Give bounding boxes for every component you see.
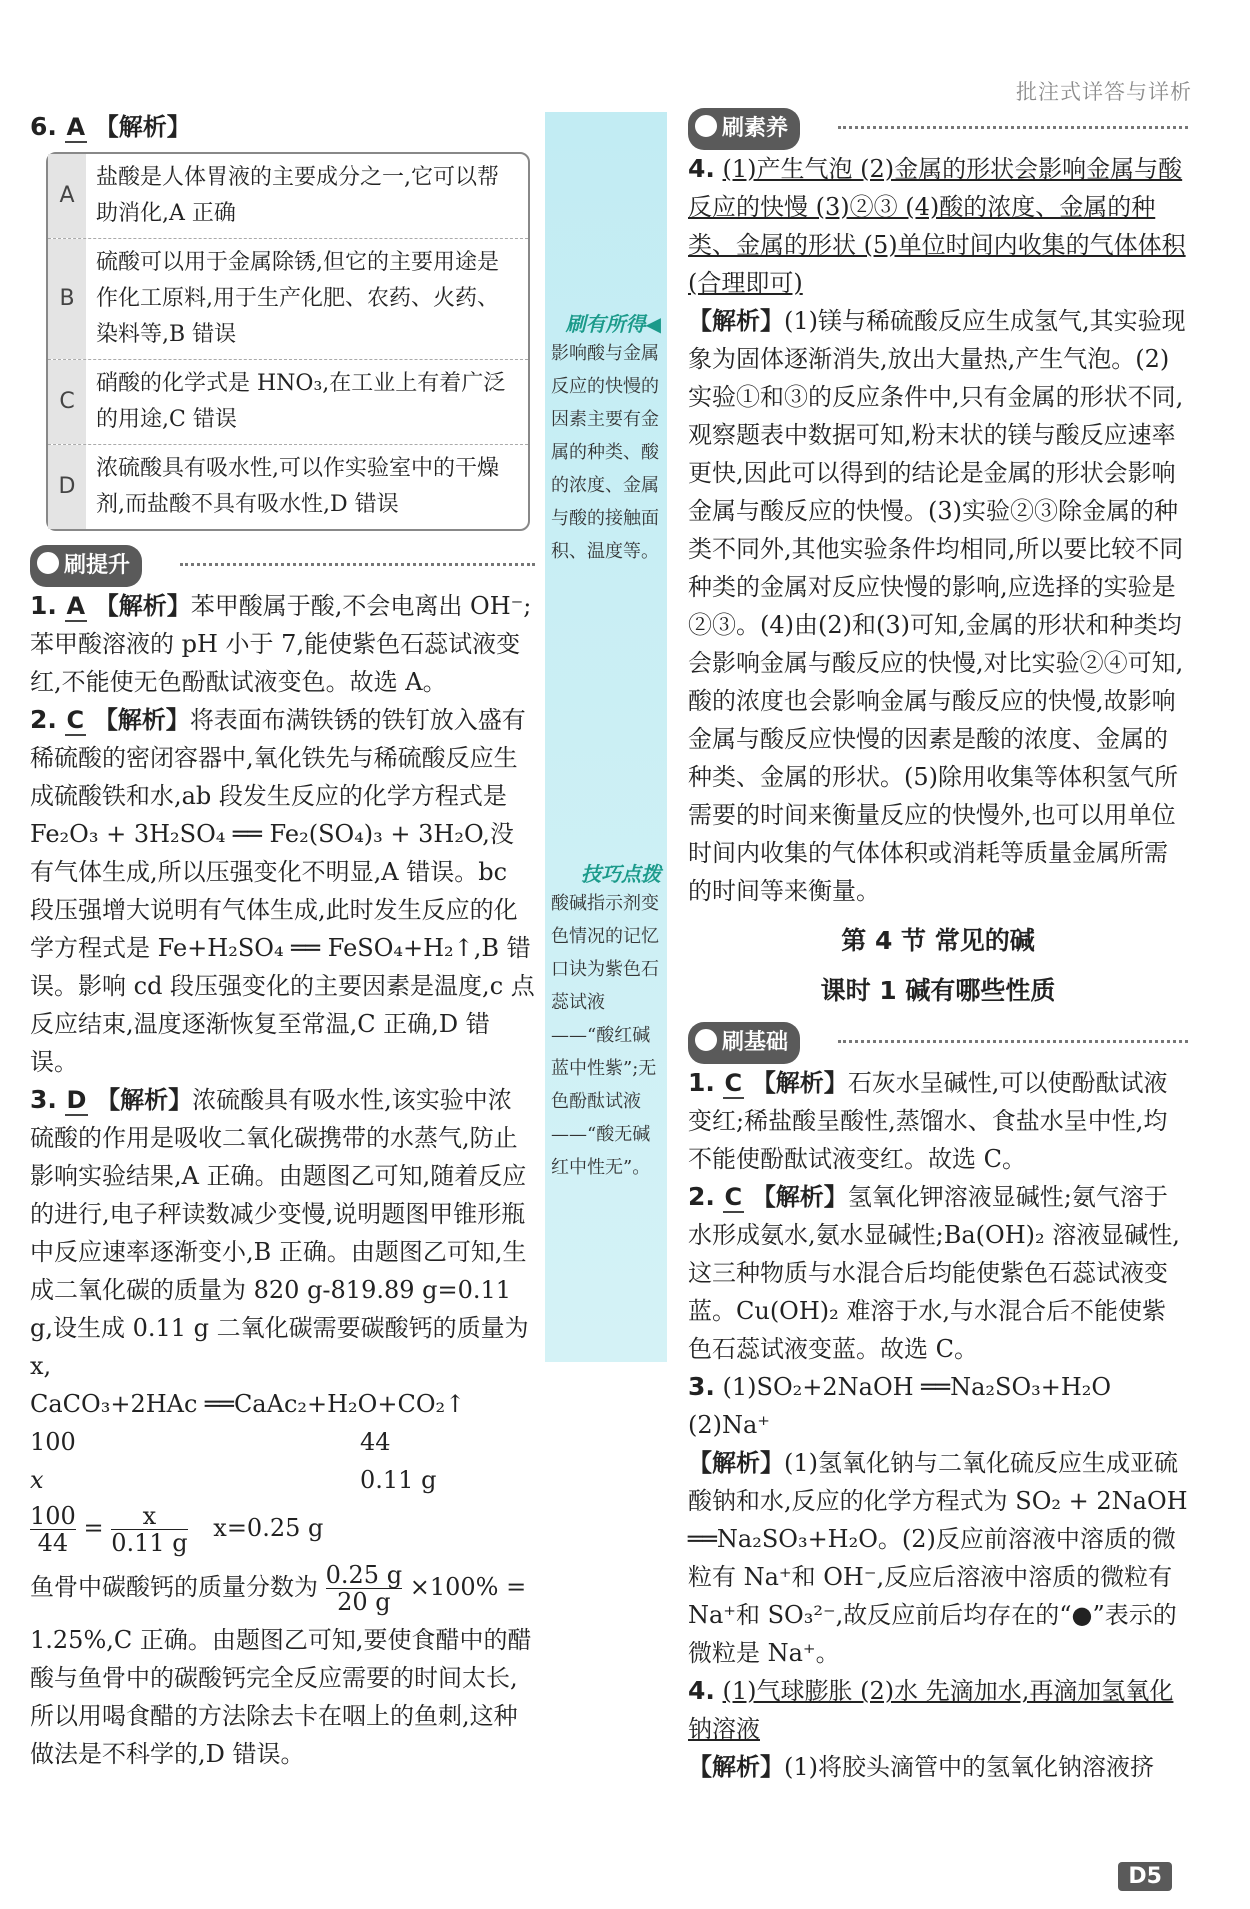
section-header-tisheng bbox=[30, 545, 535, 581]
fraction-numerator: 100 bbox=[30, 1502, 76, 1530]
q1-number: 1. bbox=[30, 591, 57, 620]
dotted-divider bbox=[838, 1040, 1188, 1043]
b3-tag: 【解析】 bbox=[688, 1449, 784, 1477]
section-header-suyang bbox=[688, 108, 1188, 144]
q6-options-table bbox=[46, 152, 530, 531]
q3-ratio-row2 bbox=[30, 1461, 535, 1499]
option-letter: B bbox=[48, 239, 86, 359]
q3-ratio-row1 bbox=[30, 1423, 535, 1461]
r-q4-answer bbox=[688, 150, 1188, 302]
q3-r2a: x bbox=[30, 1466, 44, 1494]
option-letter: D bbox=[48, 445, 86, 529]
q3-number: 3. bbox=[30, 1085, 57, 1114]
b4-text: (1)将胶头滴管中的氢氧化钠溶液挤 bbox=[784, 1753, 1154, 1781]
section-badge: 刷提升 bbox=[30, 545, 142, 587]
b2-answer-block bbox=[688, 1178, 1188, 1368]
option-letter: C bbox=[48, 360, 86, 444]
b2-text: 氢氧化钾溶液显碱性;氨气溶于水形成氨水,氨水显碱性;Ba(OH)₂ 溶液显碱性,这三种物质与水混合后均能使紫色石蕊试液变蓝。Cu(OH)₂ 难溶于水,与水混合后不能使紫色石蕊试液变蓝。故选 C。 bbox=[688, 1183, 1180, 1363]
tips-sidebar bbox=[545, 112, 667, 1362]
b1-text: 石灰水呈碱性,可以使酚酞试液变红;稀盐酸呈酸性,蒸馏水、食盐水呈中性,均不能使酚酞试液变红。故选 C。 bbox=[688, 1069, 1168, 1173]
tip1-title: 刷有所得◀ bbox=[565, 312, 661, 336]
b2-answer: C bbox=[724, 1183, 743, 1211]
q3-result: x=0.25 g bbox=[213, 1514, 324, 1542]
header-title: 批注式详答与详析 bbox=[1016, 80, 1192, 104]
q1-answer-block bbox=[30, 587, 535, 701]
fraction bbox=[30, 1503, 76, 1556]
b3-answer: (1)SO₂+2NaOH ══Na₂SO₃+H₂O (2)Na⁺ bbox=[688, 1373, 1112, 1439]
q3-answer: D bbox=[66, 1086, 87, 1114]
q1-tag: 【解析】 bbox=[94, 592, 191, 620]
table-row bbox=[48, 360, 528, 445]
b4-analysis bbox=[688, 1748, 1188, 1786]
option-text: 硫酸可以用于金属除锈,但它的主要用途是作化工原料,用于生产化肥、农药、火药、染料等,B 错误 bbox=[96, 250, 499, 347]
r-q4-answer-text: (1)产生气泡 (2)金属的形状会影响金属与酸反应的快慢 (3)②③ (4)酸的浓度、金属的种类、金属的形状 (5)单位时间内收集的气体体积(合理即可) bbox=[688, 155, 1186, 297]
q3-r2b: 0.11 g bbox=[360, 1466, 437, 1494]
section-badge: 刷基础 bbox=[688, 1022, 800, 1064]
fraction-numerator: 0.25 g bbox=[325, 1561, 403, 1589]
q3-answer-block bbox=[30, 1081, 535, 1385]
tip2-body: 酸碱指示剂变色情况的记忆口诀为紫色石蕊试液——“酸红碱蓝中性紫”;无色酚酞试液——“酸无碱红中性无”。 bbox=[551, 893, 659, 1178]
b1-number: 1. bbox=[688, 1068, 715, 1097]
q6-number: 6. bbox=[30, 112, 57, 141]
page-number: D5 bbox=[1118, 1862, 1172, 1891]
r-q4-analysis bbox=[688, 302, 1188, 910]
q3-pct-pre: 鱼骨中碳酸钙的质量分数为 bbox=[30, 1573, 318, 1601]
option-text: 硝酸的化学式是 HNO₃,在工业上有着广泛的用途,C 错误 bbox=[96, 371, 506, 432]
lesson-title: 课时 1 碱有哪些性质 bbox=[820, 976, 1056, 1005]
fraction bbox=[326, 1562, 402, 1615]
tips-spacer bbox=[545, 112, 667, 308]
q2-text: 将表面布满铁锈的铁钉放入盛有稀硫酸的密闭容器中,氧化铁先与稀硫酸反应生成硫酸铁和水,ab 段发生反应的化学方程式是 Fe₂O₃ + 3H₂SO₄ ══ Fe₂(SO₄)₃ + 3H₂O,没有气体生成,所以压强变化不明显,A 错误。bc 段压强增大说明有气体生成,此时发生反应的化学方程式是 Fe+H₂SO₄ ══ FeSO₄+H₂↑,B 错误。影响 cd 段压强变化的主要因素是温度,c 点反应结束,温度逐渐恢复至常温,C 正确,D 错误。 bbox=[30, 706, 535, 1076]
r-q4-text: (1)镁与稀硫酸反应生成氢气,其实验现象为固体逐渐消失,放出大量热,产生气泡。(2)实验①和③的反应条件中,只有金属的形状不同,观察题表中数据可知,粉末状的镁与酸反应速率更快,因此可以得到的结论是金属的形状会影响金属与酸反应的快慢。(3)实验②③除金属的种类不同外,其他实验条件均相同,所以要比较不同种类的金属对反应快慢的影响,应选择的实验是②③。(4)由(2)和(3)可知,金属的形状和种类均会影响金属与酸反应的快慢,对比实验②④可知,酸的浓度也会影响金属与酸反应的快慢,故影响金属与酸反应快慢的因素是酸的浓度、金属的种类、金属的形状。(5)除用收集等体积氢气所需要的时间来衡量反应的快慢外,也可以用单位时间内收集的气体体积或消耗等质量金属所需的时间等来衡量。 bbox=[688, 307, 1186, 905]
b3-analysis bbox=[688, 1444, 1188, 1672]
q6-tag: 【解析】 bbox=[94, 113, 191, 141]
r-q4-tag: 【解析】 bbox=[688, 307, 784, 335]
chapter-title: 第 4 节 常见的碱 bbox=[841, 926, 1035, 955]
b4-number: 4. bbox=[688, 1676, 715, 1705]
option-text: 盐酸是人体胃液的主要成分之一,它可以帮助消化,A 正确 bbox=[96, 165, 499, 226]
b1-answer: C bbox=[724, 1069, 743, 1097]
b2-number: 2. bbox=[688, 1182, 715, 1211]
q3-tail: 1.25%,C 正确。由题图乙可知,要使食醋中的醋酸与鱼骨中的碳酸钙完全反应需要的时间太长,所以用喝食醋的方法除去卡在咽上的鱼刺,这种做法是不科学的,D 错误。 bbox=[30, 1626, 532, 1768]
b4-answer: (1)气球膨胀 (2)水 先滴加水,再滴加氢氧化钠溶液 bbox=[688, 1677, 1174, 1743]
q1-text: 苯甲酸属于酸,不会电离出 OH⁻;苯甲酸溶液的 pH 小于 7,能使紫色石蕊试液变红,不能使无色酚酞试液变色。故选 A。 bbox=[30, 592, 532, 696]
table-row bbox=[48, 239, 528, 360]
b1-answer-block bbox=[688, 1064, 1188, 1178]
b1-tag: 【解析】 bbox=[751, 1069, 848, 1097]
fraction-denominator: 20 g bbox=[337, 1588, 391, 1616]
section-header-jichu bbox=[688, 1022, 1188, 1058]
q2-number: 2. bbox=[30, 705, 57, 734]
option-letter: A bbox=[48, 154, 86, 238]
left-column bbox=[30, 108, 535, 1773]
b4-tag: 【解析】 bbox=[688, 1753, 784, 1781]
b4-answer-block bbox=[688, 1672, 1188, 1748]
q3-tag: 【解析】 bbox=[96, 1086, 193, 1114]
tip2-title: 技巧点拨 bbox=[581, 862, 661, 886]
dotted-divider bbox=[180, 563, 535, 566]
q3-equation: CaCO₃+2HAc ══CaAc₂+H₂O+CO₂↑ bbox=[30, 1390, 466, 1418]
q3-pct-post: ×100% = bbox=[409, 1573, 527, 1601]
section-badge: 刷素养 bbox=[688, 108, 800, 150]
fraction-denominator: 44 bbox=[37, 1529, 69, 1557]
tips-spacer bbox=[545, 568, 667, 858]
q1-answer: A bbox=[66, 592, 86, 620]
option-text: 浓硫酸具有吸水性,可以作实验室中的干燥剂,而盐酸不具有吸水性,D 错误 bbox=[96, 456, 499, 517]
q2-tag: 【解析】 bbox=[93, 706, 190, 734]
b3-answer-block bbox=[688, 1368, 1188, 1444]
fraction-numerator: x bbox=[111, 1503, 187, 1530]
b3-number: 3. bbox=[688, 1372, 715, 1401]
table-row bbox=[48, 154, 528, 239]
q2-answer-block bbox=[30, 701, 535, 1081]
tip1-body: 影响酸与金属反应的快慢的因素主要有金属的种类、酸的浓度、金属与酸的接触面积、温度等。 bbox=[551, 343, 659, 562]
q6-answer: A bbox=[66, 113, 86, 141]
dotted-divider bbox=[838, 126, 1188, 129]
q3-proportion bbox=[30, 1503, 535, 1556]
b2-tag: 【解析】 bbox=[751, 1183, 848, 1211]
q3-r1a: 100 bbox=[30, 1428, 76, 1456]
r-q4-number: 4. bbox=[688, 154, 715, 183]
right-column bbox=[688, 108, 1188, 1786]
table-row bbox=[48, 445, 528, 529]
fraction-denominator: 0.11 g bbox=[111, 1529, 188, 1557]
q6-heading bbox=[30, 108, 535, 146]
q3-percentage bbox=[30, 1562, 535, 1615]
q3-text: 浓硫酸具有吸水性,该实验中浓硫酸的作用是吸收二氧化碳携带的水蒸气,防止影响实验结果,A 正确。由题图乙可知,随着反应的进行,电子秤读数减少变慢,说明题图甲锥形瓶中反应速率逐渐变小,B 正确。由题图乙可知,生成二氧化碳的质量为 820 g-819.89 g=0.11 g,设生成 0.11 g 二氧化碳需要碳酸钙的质量为 x, bbox=[30, 1086, 529, 1380]
b3-text: (1)氢氧化钠与二氧化硫反应生成亚硫酸钠和水,反应的化学方程式为 SO₂ + 2NaOH ══Na₂SO₃+H₂O。(2)反应前溶液中溶质的微粒有 Na⁺和 OH⁻,反应后溶液中溶质的微粒有 Na⁺和 SO₃²⁻,故反应前后均存在的“●”表示的微粒是 Na⁺。 bbox=[688, 1449, 1188, 1667]
q3-r1b: 44 bbox=[360, 1428, 391, 1456]
equals-sign: = bbox=[83, 1514, 104, 1542]
fraction bbox=[111, 1503, 187, 1556]
q2-answer: C bbox=[66, 706, 85, 734]
